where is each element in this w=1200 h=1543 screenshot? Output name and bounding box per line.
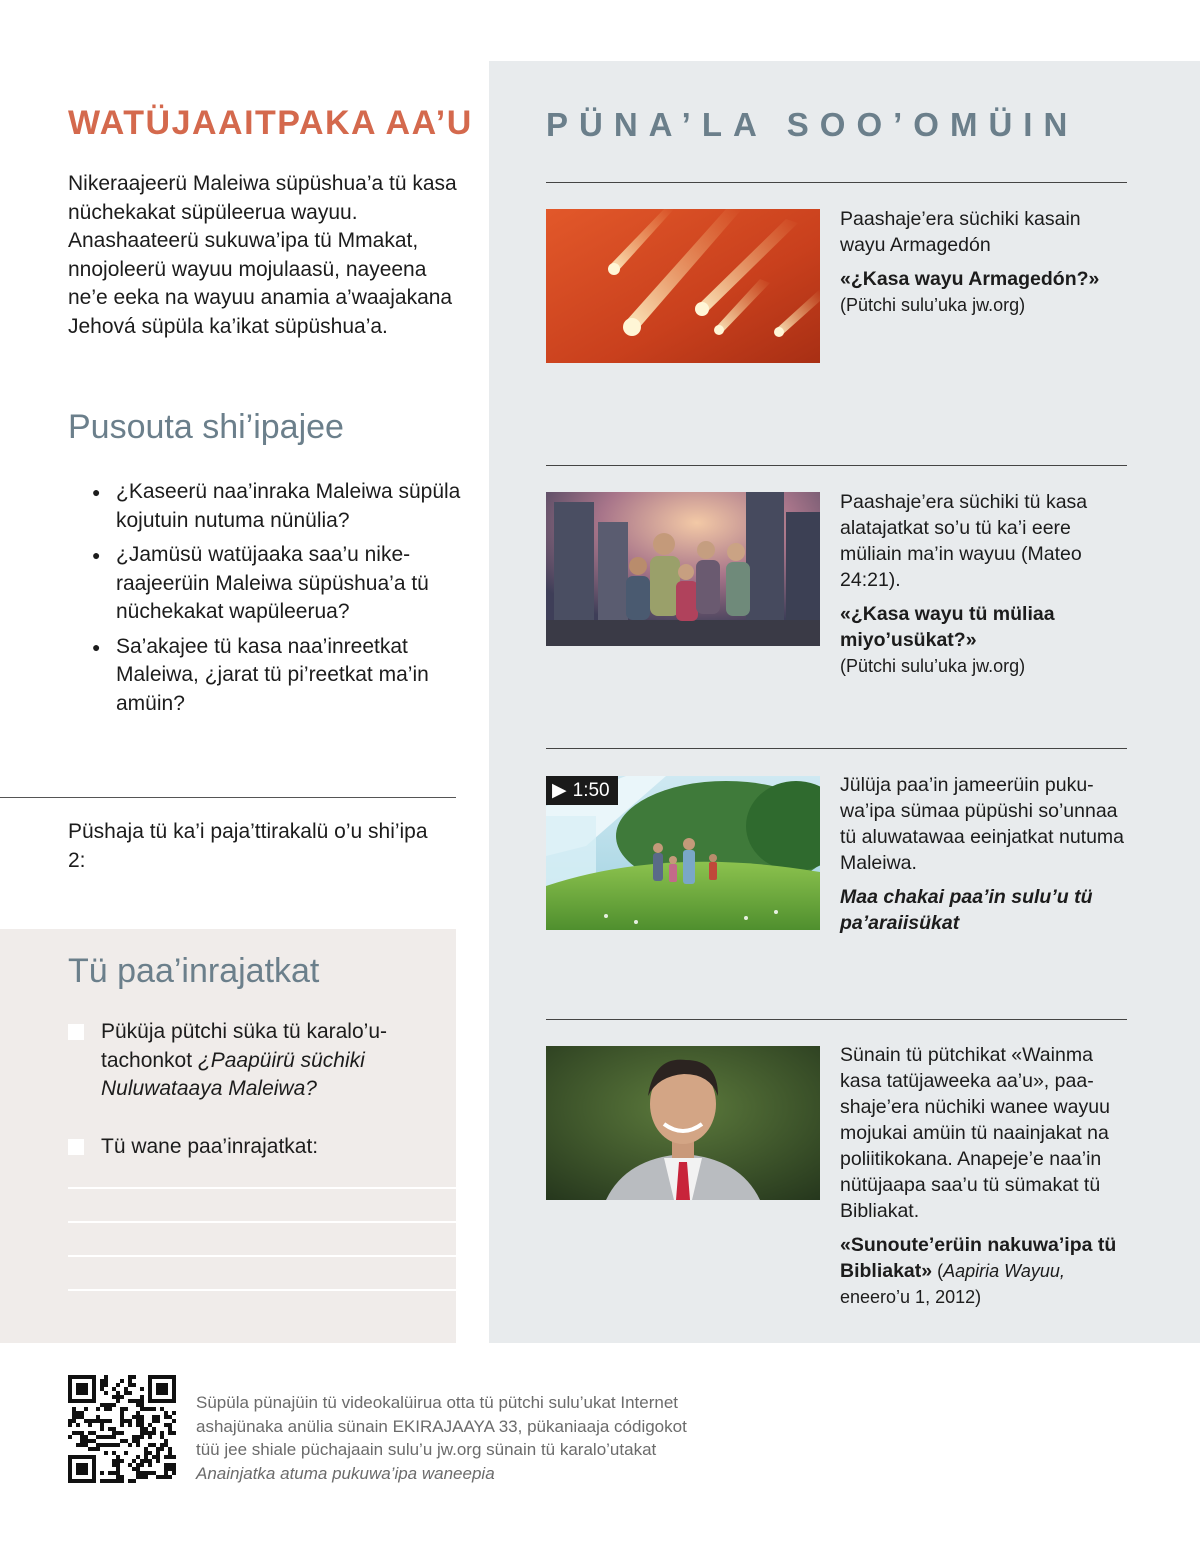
checkbox[interactable] xyxy=(68,1024,84,1040)
footnote-line: Anainjatka atuma pukuwa’ipa waneepia xyxy=(196,1463,495,1483)
write-line[interactable] xyxy=(68,1289,456,1291)
learn-more-title: PÜNA’LA SOO’OMÜIN xyxy=(546,106,1079,143)
question-item: ● ¿Jamüsü watüjaaka saa’u nikeraajeerüin Maleiwa süpüshua’a tü nüchekakat wapüleerua? xyxy=(92,541,472,627)
brochure-title: ¿Paapüirü süchiki Nuluwataaya Maleiwa? xyxy=(101,1048,365,1100)
divider xyxy=(546,1019,1127,1020)
article-source: (Pütchi sulu’uka jw.org) xyxy=(840,656,1026,676)
item-4-text xyxy=(840,1042,1130,1310)
todo-text: Tü wane paa’inrajatkat: xyxy=(101,1135,319,1158)
divider xyxy=(0,797,456,798)
footnote-line: tüü jee shiale püchajaain sulu’u jw.org sünain tü karalo’utakat xyxy=(196,1440,657,1459)
video-title-link[interactable]: Maa chakai paa’in sulu’u tü pa’araiisükat xyxy=(840,886,1093,934)
portrait-image[interactable] xyxy=(546,1046,820,1200)
questions-heading: Pusouta shi’ipajee xyxy=(68,408,344,446)
item-description: Jülüja paa’in jameerüin pukuwa’ipa sümaa püpüshi so’unnaa tü aluwatawaa eeinjatkat nutuma Maleiwa. xyxy=(840,774,1125,874)
article-title-link[interactable]: «¿Kasa wayu Armagedón?» xyxy=(840,268,1100,290)
footnote xyxy=(196,1391,796,1485)
intro-paragraph: Nikeraajeerü Maleiwa süpüshua’a tü kasa nüchekakat süpüleerua wayuu. Anashaateerü sukuwa’ipa tü Mmakat, nnojoleerü wayuu mojulaasü, nayeena ne’e eeka na wayuu anamia a’waajakana Jehová süpüla ka’ikat süpüshua’a. xyxy=(68,172,457,338)
todo-heading: Tü paa’inrajatkat xyxy=(68,952,320,990)
video-thumbnail[interactable] xyxy=(546,776,820,930)
item-description: Paashaje’era süchiki kasain wayu Armagedón xyxy=(840,208,1081,256)
todo-text: Püküja pütchi süka tü karalo’utachonkot xyxy=(101,1020,387,1072)
question-item: ● Sa’akajee tü kasa naa’inreetkat Maleiwa, ¿jarat tü pi’reetkat ma’in amüin? xyxy=(92,633,472,719)
item-description: Sünain tü pütchikat «Wainma kasa tatüjaweeka aa’u», paashaje’era nüchiki wanee wayuu mojukai amüin tü naainjakat na poliitikokana. Anapeje’e naa’in nütüjaapa saa’u tü sümakat tü Bibliakat. xyxy=(840,1044,1110,1222)
checkbox[interactable] xyxy=(68,1139,84,1155)
video-duration: 1:50 xyxy=(572,779,610,801)
item-description: Paashaje’era süchiki tü kasa alatajatkat so’u tü ka’i eere müliain ma’in wayuu (Mateo 24:21). xyxy=(840,491,1088,591)
family-image[interactable] xyxy=(546,492,820,646)
section-title: WATÜJAAITPAKA AA’U xyxy=(68,104,473,142)
footnote-line: Süpüla pünajüin tü videokalüirua otta tü pütchi sulu’ukat Internet xyxy=(196,1393,678,1412)
article-source: (Pütchi sulu’uka jw.org) xyxy=(840,295,1026,315)
article-title-link[interactable]: «¿Kasa wayu tü müliaa miyo’usükat?» xyxy=(840,603,1055,651)
reflect-prompt: Püshaja tü ka’i paja’ttirakalü o’u shi’ipa 2: xyxy=(68,820,428,872)
meteors-image[interactable] xyxy=(546,209,820,363)
play-icon: ▶ xyxy=(552,780,567,801)
article-citation: «Sunoute’erüin nakuwa’ipa tü Bibliakat» (Aapiria Wayuu, eneero’u 1, 2012) xyxy=(840,1234,1117,1307)
todo-item-read[interactable] xyxy=(68,1018,471,1104)
question-list xyxy=(92,478,472,724)
divider xyxy=(546,748,1127,749)
question-item: ● ¿Kaseerü naa’inraka Maleiwa süpüla kojutuin nutuma nünülia? xyxy=(92,478,472,535)
article-title-link[interactable]: «Sunoute’erüin nakuwa’ipa tü Bibliakat» xyxy=(840,1234,1117,1282)
footnote-line: ashajünaka anülia sünain EKIRAJAAYA 33, pükaniaaja códigokot xyxy=(196,1416,687,1436)
item-3-text xyxy=(840,772,1130,936)
video-duration-badge xyxy=(546,776,618,805)
qr-code[interactable] xyxy=(68,1375,176,1483)
divider xyxy=(546,465,1127,466)
divider xyxy=(546,182,1127,183)
item-1-text xyxy=(840,206,1130,318)
magazine-title: Aapiria Wayuu, xyxy=(943,1261,1065,1281)
item-2-text xyxy=(840,489,1130,679)
todo-item-other[interactable] xyxy=(68,1133,471,1162)
write-line[interactable] xyxy=(68,1187,456,1189)
write-line[interactable] xyxy=(68,1221,456,1223)
write-line[interactable] xyxy=(68,1255,456,1257)
